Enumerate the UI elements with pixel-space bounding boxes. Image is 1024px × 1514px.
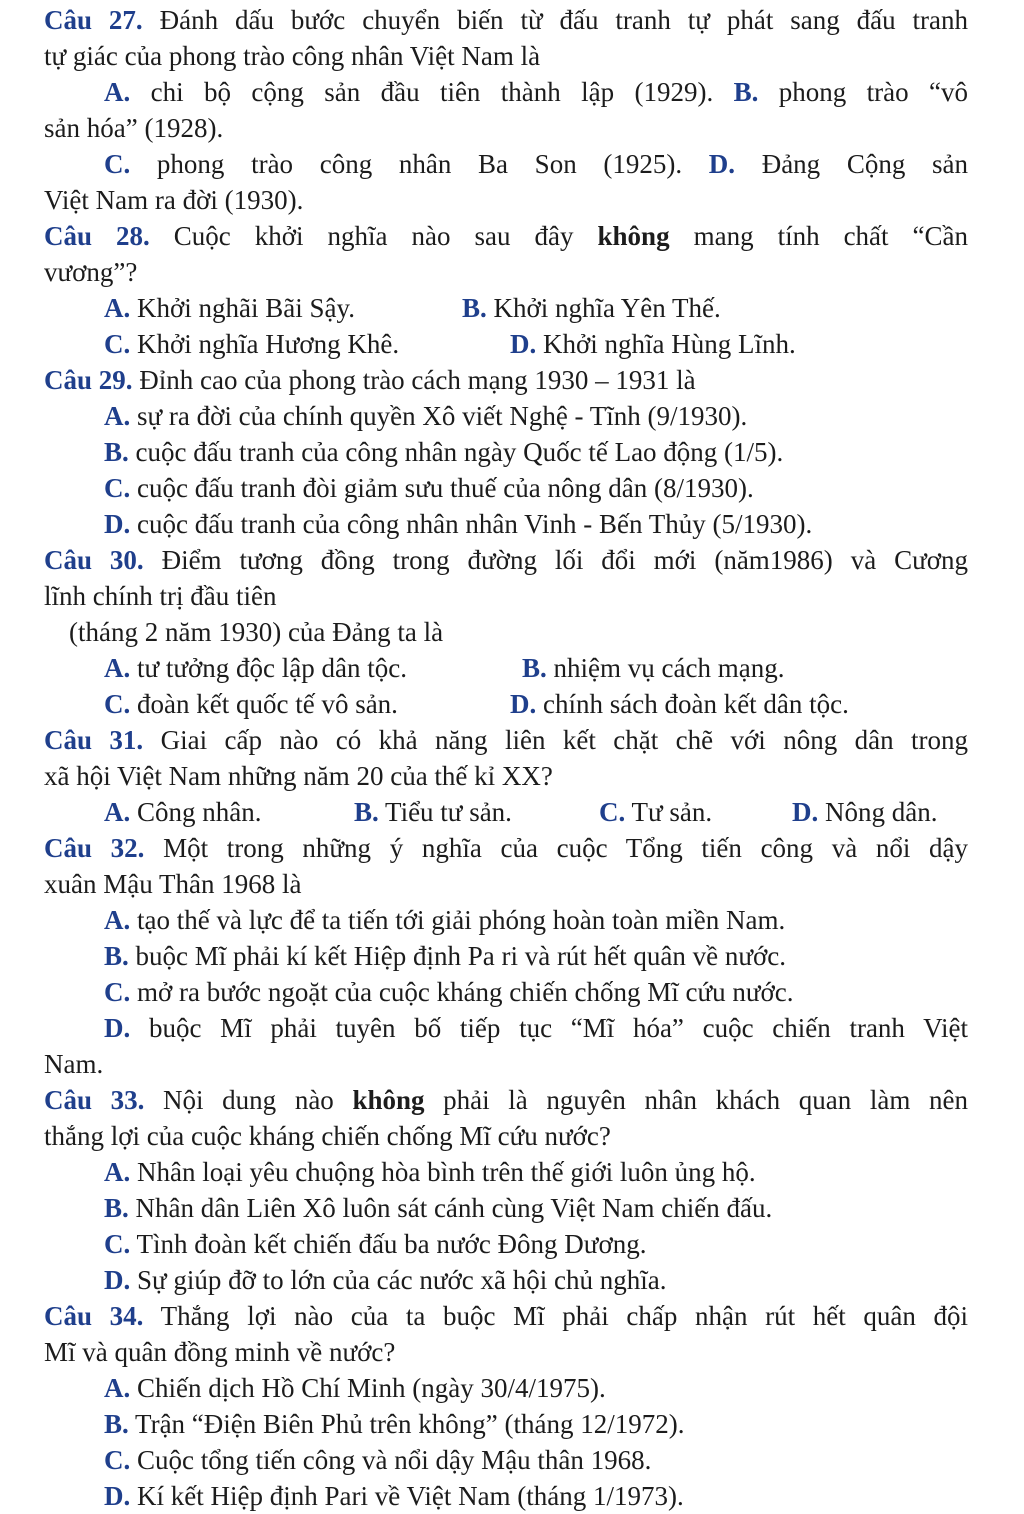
question-stem-line: thắng lợi của cuộc kháng chiến chống Mĩ cứu nước?: [44, 1121, 611, 1151]
question-stem-line: Câu 31. Giai cấp nào có khả năng liên kết chặt chẽ với nông dân trong: [44, 725, 969, 755]
question-stem-line: Câu 34. Thắng lợi nào của ta buộc Mĩ phải chấp nhận rút hết quân đội: [44, 1301, 969, 1331]
question-stem-line: (tháng 2 năm 1930) của Đảng ta là: [69, 617, 444, 647]
option-d: D. Khởi nghĩa Hùng Lĩnh.: [510, 329, 796, 359]
question-stem-line: Câu 33. Nội dung nào không phải là nguyên nhân khách quan làm nên: [44, 1085, 968, 1115]
question-stem-line: xuân Mậu Thân 1968 là: [44, 869, 302, 899]
option-a: A. Nhân loại yêu chuộng hòa bình trên thế giới luôn ủng hộ.: [104, 1157, 756, 1187]
option-d: D. cuộc đấu tranh của công nhân nhân Vinh - Bến Thủy (5/1930).: [104, 509, 813, 539]
option-row: [44, 74, 968, 110]
option-row: [44, 146, 968, 182]
option-row: [44, 326, 968, 362]
question-stem-line: Câu 32. Một trong những ý nghĩa của cuộc Tổng tiến công và nổi dậy: [44, 833, 968, 863]
question-28: [44, 218, 968, 362]
question-label: Câu 33.: [44, 1085, 145, 1115]
exam-page: [44, 2, 969, 1511]
emphasis-word: không: [352, 1085, 425, 1115]
option-c: C. mở ra bước ngoặt của cuộc kháng chiến chống Mĩ cứu nước.: [104, 977, 794, 1007]
emphasis-word: không: [597, 221, 670, 251]
question-stem-line: Câu 27. Đánh dấu bước chuyển biến từ đấu tranh tự phát sang đấu tranh: [44, 5, 969, 35]
question-label: Câu 30.: [44, 545, 144, 575]
question-31: [44, 722, 968, 830]
option-c: C. Tư sản.: [599, 797, 713, 827]
question-stem-line: Câu 28. Cuộc khởi nghĩa nào sau đây không mang tính chất “Cần: [44, 221, 969, 251]
option-a: A. Công nhân.: [104, 797, 262, 827]
option-d: D. Nông dân.: [792, 797, 938, 827]
option-b: B. nhiệm vụ cách mạng.: [522, 653, 785, 683]
option-d-cut-off: D. Kí kết Hiệp định Pari về Việt Nam (tháng 1/1973).: [104, 1481, 684, 1511]
option-b: B. Trận “Điện Biên Phủ trên không” (tháng 12/1972).: [104, 1409, 685, 1439]
question-stem-line: xã hội Việt Nam những năm 20 của thế kỉ XX?: [44, 761, 553, 791]
option-c: C. cuộc đấu tranh đòi giảm sưu thuế của nông dân (8/1930).: [104, 473, 754, 503]
option-a: A. Chiến dịch Hồ Chí Minh (ngày 30/4/1975).: [104, 1373, 606, 1403]
question-label: Câu 28.: [44, 221, 150, 251]
option-b: B. phong trào “vô: [733, 77, 968, 107]
question-30: [44, 542, 968, 722]
question-label: Câu 34.: [44, 1301, 144, 1331]
option-a: A. chi bộ cộng sản đầu tiên thành lập (1929).: [104, 77, 714, 107]
option-a: A. Khởi nghãi Bãi Sậy.: [104, 293, 356, 323]
option-b: B. Khởi nghĩa Yên Thế.: [462, 293, 721, 323]
option-continuation: Việt Nam ra đời (1930).: [44, 185, 304, 215]
option-c: C. phong trào công nhân Ba Son (1925).: [104, 149, 683, 179]
question-stem-line: vương”?: [44, 257, 138, 287]
question-stem-line: tự giác của phong trào công nhân Việt Nam là: [44, 41, 541, 71]
option-d: D. Đảng Cộng sản: [708, 149, 969, 179]
option-continuation: Nam.: [44, 1049, 104, 1079]
option-d: D. buộc Mĩ phải tuyên bố tiếp tục “Mĩ hóa” cuộc chiến tranh Việt: [104, 1013, 968, 1043]
option-continuation: sản hóa” (1928).: [44, 113, 224, 143]
question-27: [44, 2, 968, 218]
option-a: A. sự ra đời của chính quyền Xô viết Nghệ - Tĩnh (9/1930).: [104, 401, 748, 431]
option-row: [44, 686, 968, 722]
question-label: Câu 32.: [44, 833, 145, 863]
question-label: Câu 31.: [44, 725, 144, 755]
option-b: B. buộc Mĩ phải kí kết Hiệp định Pa ri và rút hết quân về nước.: [104, 941, 787, 971]
option-d: D. Sự giúp đỡ to lớn của các nước xã hội chủ nghĩa.: [104, 1265, 667, 1295]
option-b: B. Tiểu tư sản.: [354, 797, 512, 827]
option-b: B. cuộc đấu tranh của công nhân ngày Quốc tế Lao động (1/5).: [104, 437, 784, 467]
option-c: C. Tình đoàn kết chiến đấu ba nước Đông Dương.: [104, 1229, 647, 1259]
question-32: [44, 830, 968, 1082]
option-row: [44, 290, 968, 326]
option-b: B. Nhân dân Liên Xô luôn sát cánh cùng Việt Nam chiến đấu.: [104, 1193, 773, 1223]
question-34: [44, 1298, 969, 1511]
question-stem-line: Câu 30. Điểm tương đồng trong đường lối đổi mới (năm1986) và Cương: [44, 545, 969, 575]
option-d: D. chính sách đoàn kết dân tộc.: [510, 689, 849, 719]
question-label: Câu 29.: [44, 365, 133, 395]
option-row: [44, 650, 968, 686]
question-29: [44, 362, 968, 542]
question-label: Câu 27.: [44, 5, 143, 35]
question-33: [44, 1082, 968, 1298]
option-c: C. đoàn kết quốc tế vô sản.: [104, 689, 398, 719]
option-row: [44, 794, 968, 830]
option-c: C. Cuộc tổng tiến công và nổi dậy Mậu thân 1968.: [104, 1445, 652, 1475]
option-a: A. tư tưởng độc lập dân tộc.: [104, 653, 407, 683]
question-stem-line: Câu 29. Đỉnh cao của phong trào cách mạng 1930 – 1931 là: [44, 365, 696, 395]
option-a: A. tạo thế và lực để ta tiến tới giải phóng hoàn toàn miền Nam.: [104, 905, 786, 935]
question-stem-line: Mĩ và quân đồng minh về nước?: [44, 1337, 396, 1367]
question-stem-line: lĩnh chính trị đầu tiên: [44, 581, 277, 611]
option-c: C. Khởi nghĩa Hương Khê.: [104, 329, 400, 359]
